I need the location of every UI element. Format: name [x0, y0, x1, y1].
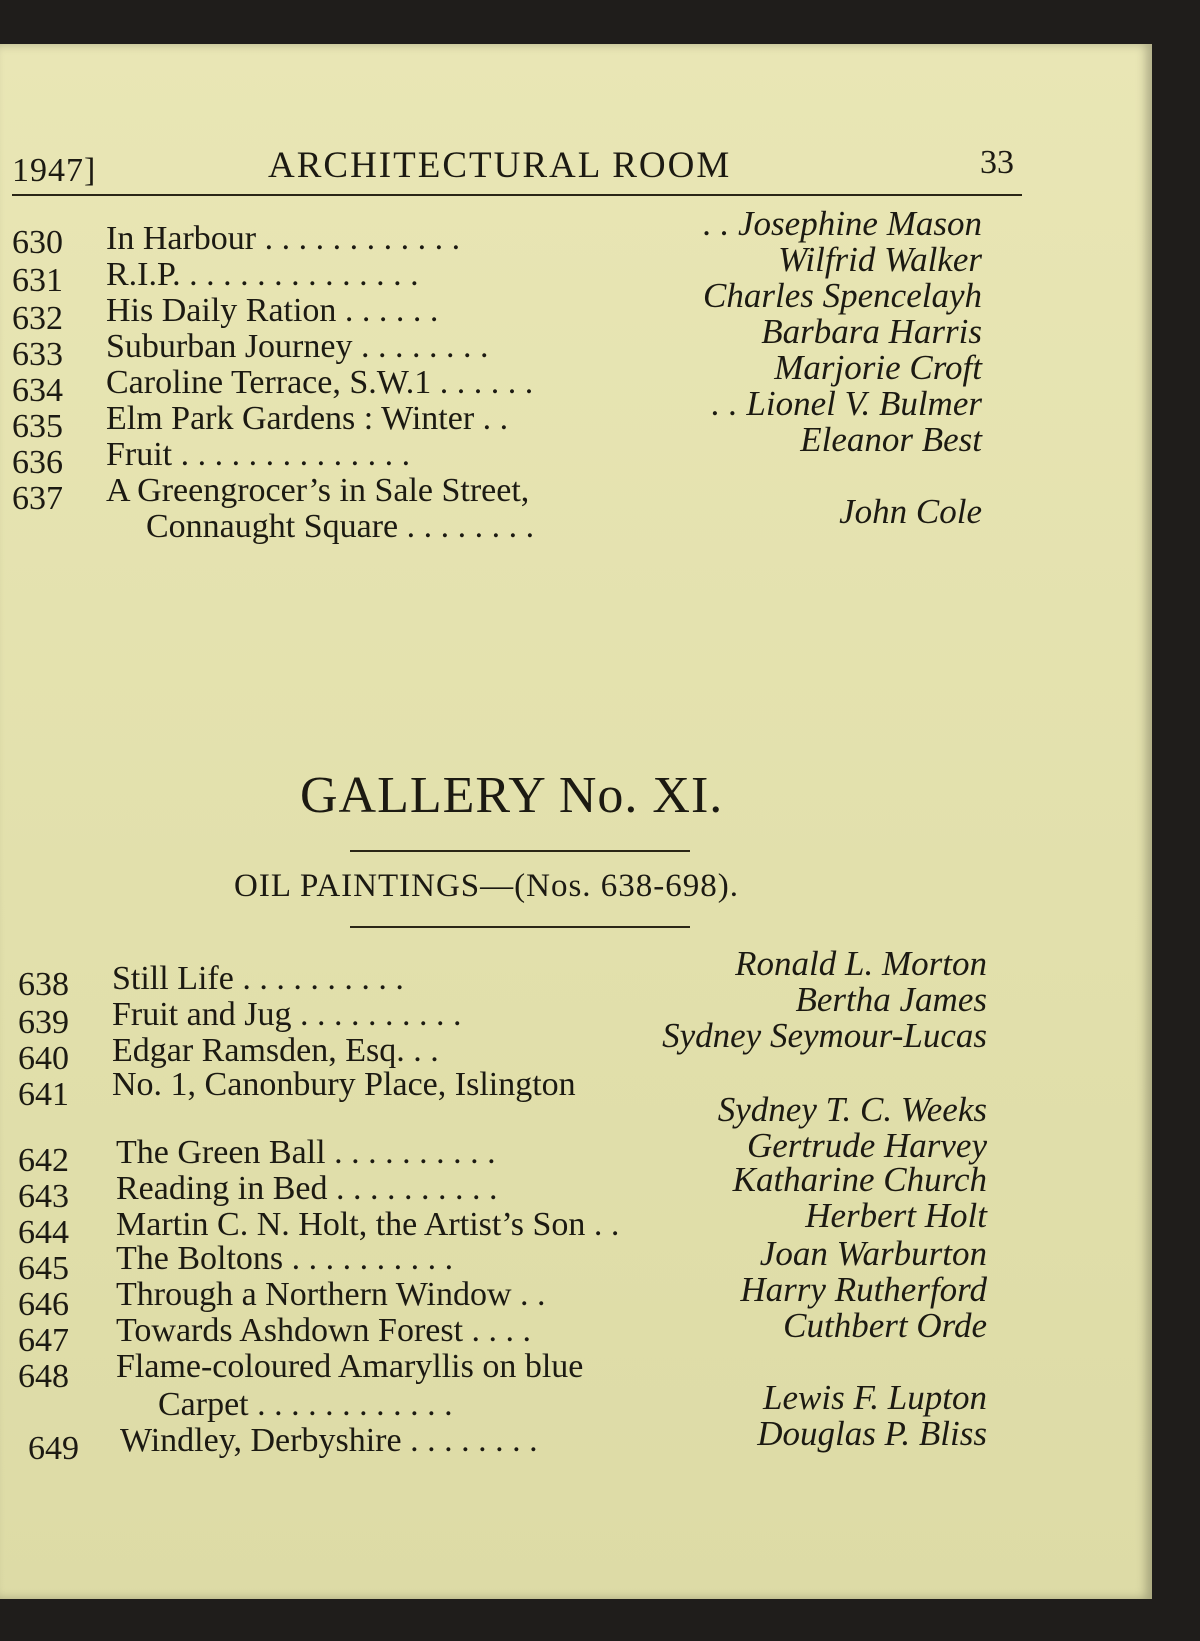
header-title: ARCHITECTURAL ROOM — [268, 145, 732, 186]
entry-number: 644 — [18, 1214, 69, 1251]
title-rule-bottom — [350, 926, 690, 928]
entry-number: 633 — [12, 336, 63, 373]
entry-number: 640 — [18, 1040, 69, 1077]
entry-title: The Boltons . . . . . . . . . . — [116, 1240, 454, 1277]
entry-number: 635 — [12, 408, 63, 445]
entry-number: 645 — [18, 1250, 69, 1287]
entry-artist: Sydney T. C. Weeks — [717, 1090, 987, 1129]
entry-title: Windley, Derbyshire . . . . . . . . — [120, 1422, 538, 1459]
entry-artist: Eleanor Best — [800, 420, 982, 459]
title-rule-top — [350, 850, 690, 852]
entry-number: 647 — [18, 1322, 69, 1359]
entry-artist: Wilfrid Walker — [778, 240, 982, 279]
entry-number: 632 — [12, 300, 63, 337]
page-number: 33 — [980, 144, 1014, 181]
entry-title: Martin C. N. Holt, the Artist’s Son . . — [116, 1206, 620, 1243]
entry-number: 631 — [12, 262, 63, 299]
entry-number: 630 — [12, 224, 63, 261]
entry-title: Caroline Terrace, S.W.1 . . . . . . — [106, 364, 534, 401]
entry-artist: Douglas P. Bliss — [757, 1414, 987, 1453]
entry-artist: Ronald L. Morton — [735, 944, 987, 983]
entry-title-continued: Carpet . . . . . . . . . . . . — [158, 1386, 453, 1423]
entry-title: Reading in Bed . . . . . . . . . . — [116, 1170, 498, 1207]
entry-artist: Katharine Church — [732, 1160, 987, 1199]
entry-artist: Lewis F. Lupton — [763, 1378, 987, 1417]
gallery-title: GALLERY No. XI. — [300, 767, 724, 824]
entry-title: Towards Ashdown Forest . . . . — [116, 1312, 532, 1349]
entry-number: 649 — [28, 1430, 79, 1467]
entry-title: The Green Ball . . . . . . . . . . — [116, 1134, 496, 1171]
entry-title: Still Life . . . . . . . . . . — [112, 960, 404, 997]
catalogue-page — [0, 44, 1152, 1599]
entry-title: Fruit and Jug . . . . . . . . . . — [112, 996, 462, 1033]
entry-artist: Joan Warburton — [759, 1234, 987, 1273]
entry-artist: Charles Spencelayh — [703, 276, 982, 315]
header-rule — [12, 194, 1022, 196]
entry-number: 642 — [18, 1142, 69, 1179]
entry-number: 646 — [18, 1286, 69, 1323]
entry-number: 643 — [18, 1178, 69, 1215]
entry-artist: Cuthbert Orde — [783, 1306, 987, 1345]
entry-title: Flame-coloured Amaryllis on blue — [116, 1348, 584, 1385]
entry-title-continued: Connaught Square . . . . . . . . — [146, 508, 535, 545]
entry-artist: Bertha James — [795, 980, 987, 1019]
entry-number: 637 — [12, 480, 63, 517]
entry-artist: . . Josephine Mason — [703, 204, 982, 243]
entry-title: Suburban Journey . . . . . . . . — [106, 328, 489, 365]
entry-artist: Marjorie Croft — [774, 348, 982, 387]
entry-number: 648 — [18, 1358, 69, 1395]
entry-artist: John Cole — [839, 492, 982, 531]
entry-title: Elm Park Gardens : Winter . . — [106, 400, 509, 437]
entry-artist: . . Lionel V. Bulmer — [711, 384, 982, 423]
entry-number: 634 — [12, 372, 63, 409]
entry-title: Through a Northern Window . . — [116, 1276, 546, 1313]
section-subtitle: OIL PAINTINGS—(Nos. 638-698). — [234, 868, 740, 904]
entry-title: In Harbour . . . . . . . . . . . . — [106, 220, 461, 257]
entry-title: R.I.P. . . . . . . . . . . . . . . — [106, 256, 419, 293]
entry-number: 641 — [18, 1076, 69, 1113]
entry-title: No. 1, Canonbury Place, Islington — [112, 1066, 576, 1103]
running-header — [0, 144, 1035, 194]
entry-number: 638 — [18, 966, 69, 1003]
entry-title: Edgar Ramsden, Esq. . . — [112, 1032, 439, 1069]
entry-title: Fruit . . . . . . . . . . . . . . — [106, 436, 411, 473]
entry-artist: Herbert Holt — [805, 1196, 987, 1235]
entry-title: A Greengrocer’s in Sale Street, — [106, 472, 530, 509]
entry-artist: Sydney Seymour-Lucas — [662, 1016, 987, 1055]
entry-number: 636 — [12, 444, 63, 481]
entry-artist: Gertrude Harvey — [746, 1126, 987, 1165]
entry-artist: Barbara Harris — [761, 312, 982, 351]
entry-number: 639 — [18, 1004, 69, 1041]
header-year: 1947] — [12, 152, 97, 189]
entry-artist: Harry Rutherford — [740, 1270, 987, 1309]
entry-title: His Daily Ration . . . . . . — [106, 292, 439, 329]
